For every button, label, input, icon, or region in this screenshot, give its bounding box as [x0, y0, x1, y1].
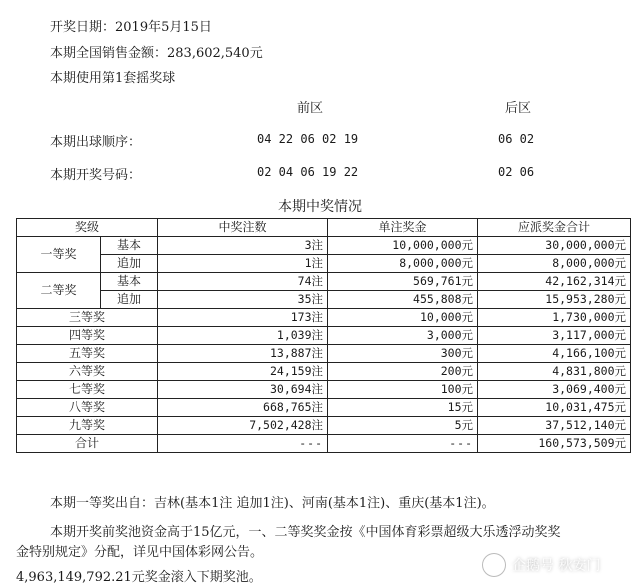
table-header-row — [17, 219, 631, 237]
summary-label: 合计 — [17, 435, 158, 453]
pool-note-line1: 本期开奖前奖池资金高于15亿元，一、二等奖奖金按《中国体育彩票超级大乐透浮动奖奖 — [50, 525, 561, 540]
draw-order-front: 04 22 06 02 19 — [257, 132, 359, 146]
count-cell: 35注 — [158, 291, 328, 309]
single-cell: 10,000元 — [328, 309, 478, 327]
prize-table — [16, 218, 631, 453]
table-row — [17, 381, 631, 399]
total-cell: 4,166,100元 — [478, 345, 631, 363]
single-cell: 3,000元 — [328, 327, 478, 345]
first-prize-label: 一等奖 — [17, 237, 101, 273]
sales-amount: 本期全国销售金额：283,602,540元 — [50, 46, 263, 61]
first-prize-origin: 本期一等奖出自：吉林(基本1注 追加1注)、河南(基本1注)、重庆(基本1注)。 — [50, 496, 495, 511]
level-cell: 九等奖 — [17, 417, 158, 435]
total-cell: 42,162,314元 — [478, 273, 631, 291]
draw-order-back: 06 02 — [498, 132, 535, 146]
back-zone-title: 后区 — [505, 101, 532, 116]
single-cell: 200元 — [328, 363, 478, 381]
level-cell: 八等奖 — [17, 399, 158, 417]
winning-back: 02 06 — [498, 165, 535, 179]
winning-label: 本期开奖号码： — [50, 168, 142, 183]
table-row — [17, 255, 631, 273]
rollover-note: 4,963,149,792.21元奖金滚入下期奖池。 — [16, 570, 262, 585]
total-cell: 37,512,140元 — [478, 417, 631, 435]
header-single: 单注奖金 — [328, 219, 478, 237]
table-row — [17, 237, 631, 255]
summary-count: --- — [158, 435, 328, 453]
single-cell: 569,761元 — [328, 273, 478, 291]
count-cell: 7,502,428注 — [158, 417, 328, 435]
penguin-logo-icon — [482, 553, 506, 577]
summary-single: --- — [328, 435, 478, 453]
table-row — [17, 363, 631, 381]
count-cell: 74注 — [158, 273, 328, 291]
total-cell: 30,000,000元 — [478, 237, 631, 255]
total-cell: 10,031,475元 — [478, 399, 631, 417]
total-cell: 3,117,000元 — [478, 327, 631, 345]
total-cell: 3,069,400元 — [478, 381, 631, 399]
sub-extra: 追加 — [101, 291, 158, 309]
single-cell: 5元 — [328, 417, 478, 435]
sub-basic: 基本 — [101, 273, 158, 291]
total-cell: 4,831,800元 — [478, 363, 631, 381]
single-cell: 15元 — [328, 399, 478, 417]
level-cell: 六等奖 — [17, 363, 158, 381]
watermark-text: 企鹅号 秋安门 — [512, 558, 601, 574]
level-cell: 三等奖 — [17, 309, 158, 327]
total-cell: 8,000,000元 — [478, 255, 631, 273]
single-cell: 10,000,000元 — [328, 237, 478, 255]
count-cell: 1注 — [158, 255, 328, 273]
single-cell: 300元 — [328, 345, 478, 363]
header-count: 中奖注数 — [158, 219, 328, 237]
table-row — [17, 327, 631, 345]
table-row — [17, 273, 631, 291]
table-title: 本期中奖情况 — [278, 199, 362, 215]
table-row — [17, 345, 631, 363]
header-total: 应派奖金合计 — [478, 219, 631, 237]
level-cell: 五等奖 — [17, 345, 158, 363]
total-cell: 1,730,000元 — [478, 309, 631, 327]
second-prize-label: 二等奖 — [17, 273, 101, 309]
single-cell: 8,000,000元 — [328, 255, 478, 273]
header-level: 奖级 — [17, 219, 158, 237]
single-cell: 455,808元 — [328, 291, 478, 309]
watermark — [482, 552, 622, 578]
single-cell: 100元 — [328, 381, 478, 399]
draw-order-label: 本期出球顺序： — [50, 135, 142, 150]
winning-front: 02 04 06 19 22 — [257, 165, 359, 179]
level-cell: 七等奖 — [17, 381, 158, 399]
count-cell: 173注 — [158, 309, 328, 327]
front-zone-title: 前区 — [297, 101, 324, 116]
draw-date: 开奖日期：2019年5月15日 — [50, 20, 212, 35]
level-cell: 四等奖 — [17, 327, 158, 345]
summary-row — [17, 435, 631, 453]
summary-total: 160,573,509元 — [478, 435, 631, 453]
count-cell: 668,765注 — [158, 399, 328, 417]
table-row — [17, 309, 631, 327]
count-cell: 1,039注 — [158, 327, 328, 345]
count-cell: 13,887注 — [158, 345, 328, 363]
pool-note-line2: 金特别规定》分配，详见中国体彩网公告。 — [16, 545, 264, 560]
table-row — [17, 417, 631, 435]
count-cell: 24,159注 — [158, 363, 328, 381]
sub-extra: 追加 — [101, 255, 158, 273]
sub-basic: 基本 — [101, 237, 158, 255]
ball-set: 本期使用第1套摇奖球 — [50, 71, 176, 86]
count-cell: 3注 — [158, 237, 328, 255]
count-cell: 30,694注 — [158, 381, 328, 399]
total-cell: 15,953,280元 — [478, 291, 631, 309]
table-row — [17, 291, 631, 309]
table-row — [17, 399, 631, 417]
